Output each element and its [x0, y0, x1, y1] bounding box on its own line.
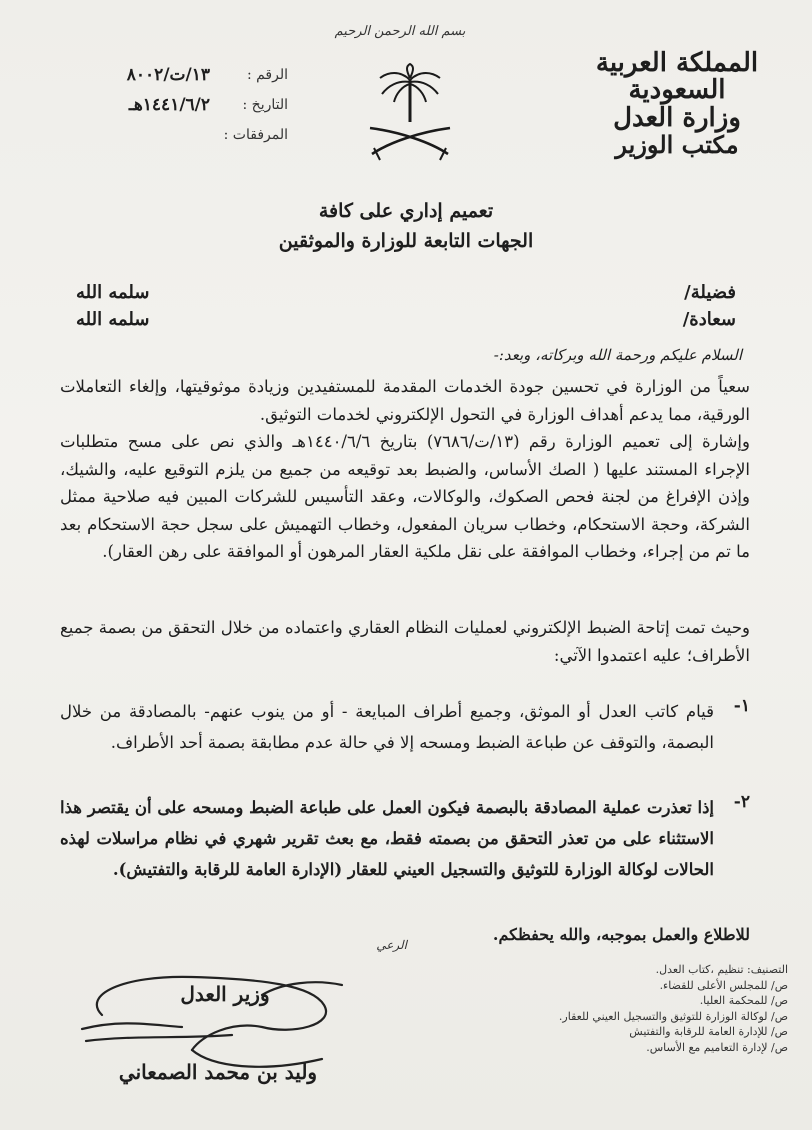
title-line-2: الجهات التابعة للوزارة والموثقين: [278, 230, 534, 252]
cc-item: ص/ لإدارة التعاميم مع الأساس.: [646, 1040, 788, 1054]
initial-note: الرعي: [376, 938, 407, 952]
cc-list: [468, 962, 788, 1056]
item-number: ١-: [733, 696, 750, 716]
paragraph-reference: وإشارة إلى تعميم الوزارة رقم (١٣/ت/٧٦٨٦) بتاريخ ١٤٤٠/٦/٦هـ والذي نص على مسح متطلبات الإجراء المستند عليها ( الصك الأساس، والضبط بعد توقيعه من جميع من يلزم التوقيع عليه، والشيك، وإذن الإفراغ من لجنة فحص الصكوك، والوكالات، وعقد التأسيس للشركات المبين فيه صلاحية ممثل الشركة، وحجة الاستحكام، وخطاب سريان المفعول، وخطاب التهميش على سجل حجة الاستحكام بعد ما تم من إجراء، وخطاب الموافقة على نقل ملكية العقار المرهون أو الموافقة على رهن العقار).: [60, 432, 750, 562]
item-number: ٢-: [733, 792, 750, 812]
cc-item: ص/ لوكالة الوزارة للتوثيق والتسجيل العيني للعقار.: [558, 1009, 788, 1023]
minister-title: وزير العدل: [180, 982, 270, 1006]
paragraph-directive: وحيث تمت إتاحة الضبط الإلكتروني لعمليات النظام العقاري واعتماده من خلال التحقق من بصمة جميع الأطراف؛ عليه اعتمدوا الآتي:: [60, 618, 750, 665]
saudi-emblem-icon: [360, 62, 460, 167]
reference-block: [88, 60, 288, 150]
title-line-1: تعميم إداري على كافة: [318, 200, 494, 222]
ref-label: الرقم :: [246, 67, 288, 83]
addressee-title: فضيلة/: [684, 282, 736, 303]
addressee-blessing: سلمه الله: [76, 309, 150, 330]
addressee-row: [76, 282, 736, 303]
basmala: بسم الله الرحمن الرحيم: [334, 24, 466, 39]
cc-classification: التصنيف: تنظيم ،كتاب العدل.: [655, 963, 788, 976]
ministry-name: وزارة العدل: [613, 102, 741, 133]
date-row: [88, 90, 288, 120]
directive-item: [60, 792, 750, 922]
addressee-title: سعادة/: [682, 309, 736, 330]
cc-item: ص/ للمجلس الأعلى للقضاء.: [659, 978, 788, 992]
date-label: التاريخ :: [242, 97, 288, 113]
item-text: قيام كاتب العدل أو الموثق، وجميع أطراف المبايعة - أو من ينوب عنهم- بالمصادقة من خلال البصمة، والتوقف عن طباعة الضبط ومسحه إلا في حالة عدم مطابقة بصمة أحد الأطراف.: [60, 702, 714, 752]
directive-item: [60, 696, 750, 796]
ministry-letterhead: [562, 50, 792, 157]
circular-title: [150, 196, 662, 256]
office-name: مكتب الوزير: [615, 129, 739, 159]
addressee-row: [76, 309, 736, 330]
attach-row: [88, 120, 288, 150]
paragraph-intro: سعياً من الوزارة في تحسين جودة الخدمات المقدمة للمستفيدين وزيادة موثوقيتها، وإلغاء التعاملات الورقية، مما يدعم أهداف الوزارة في التحول الإلكتروني لخدمات التوثيق.: [60, 377, 750, 424]
attach-label: المرفقات :: [223, 127, 288, 143]
cc-item: ص/ للإدارة العامة للرقابة والتفتيش: [629, 1025, 788, 1039]
ref-row: [88, 60, 288, 90]
date-value: ١٤٤١/٦/٢هـ: [128, 95, 210, 115]
closing-line: للاطلاع والعمل بموجبه، والله يحفظكم.: [492, 925, 750, 944]
ref-value: ١٣/ت/٨٠٠٢: [126, 65, 210, 85]
greeting: السلام عليكم ورحمة الله وبركاته، وبعد:-: [493, 346, 742, 364]
minister-name: وليد بن محمد الصمعاني: [118, 1060, 318, 1084]
item-text: إذا تعذرت عملية المصادقة بالبصمة فيكون العمل على طباعة الضبط ومسحه على أن يقتصر هذا الاستثناء على من تعذر التحقق من بصمته فقط، مع بعث تقرير شهري في نظام مراسلات لهذه الحالات لوكالة الوزارة للتوثيق والتسجيل العيني للعقار (الإدارة العامة للرقابة والتفتيش).: [60, 798, 714, 879]
cc-item: ص/ للمحكمة العليا.: [699, 994, 788, 1008]
addressee-blessing: سلمه الله: [76, 282, 150, 303]
kingdom-name: المملكة العربية السعودية: [595, 48, 759, 106]
